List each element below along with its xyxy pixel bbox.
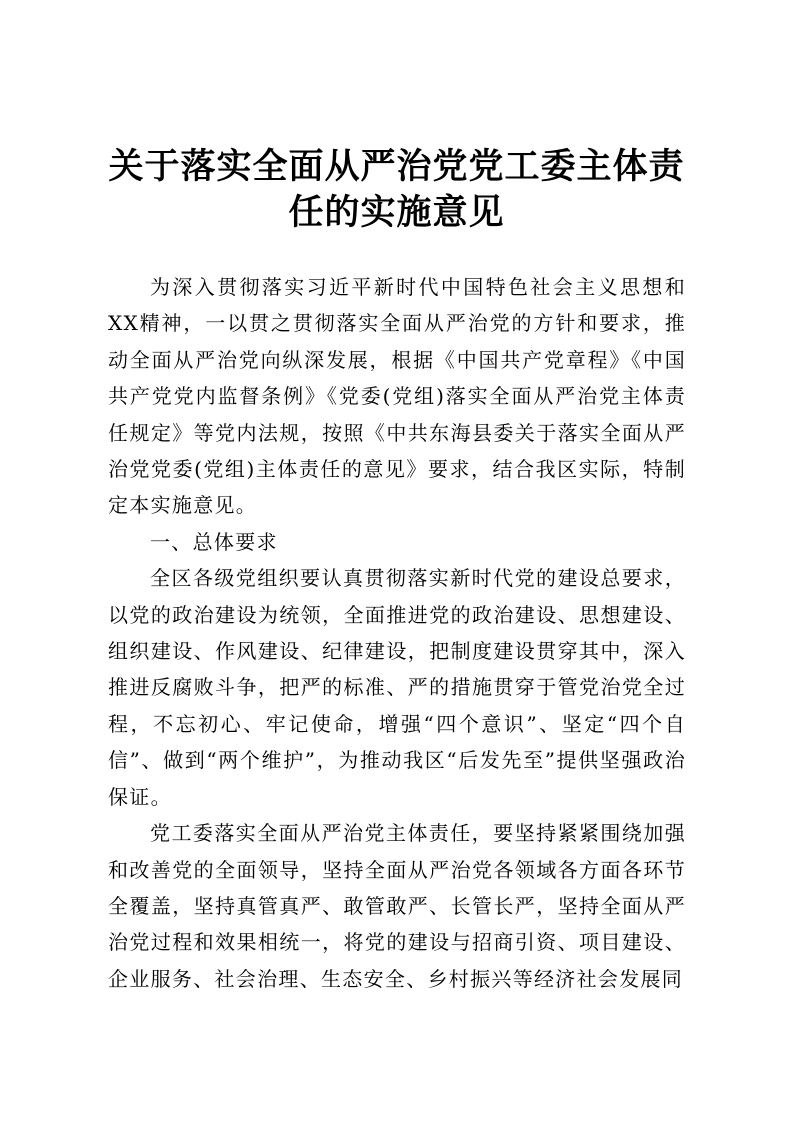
section-heading: 一、总体要求 <box>150 529 278 554</box>
document-title: 关于落实全面从严治党党工委主体责任的实施意见 <box>108 146 685 233</box>
intro-paragraph: 为深入贯彻落实习近平新时代中国特色社会主义思想和XX精神，一以贯之贯彻落实全面从严治党的方针和要求，推动全面从严治党向纵深发展，根据《中国共产党章程》《中国共产党党内监督条例》《党委(党组)落实全面从严治党主体责任规定》等党内法规，按照《中共东海县委关于落实全面从严治党党委(党组)主体责任的意见》要求，结合我区实际，特制定本实施意见。 <box>108 275 686 518</box>
body-paragraph: 党工委落实全面从严治党主体责任，要坚持紧紧围绕加强和改善党的全面领导，坚持全面从严治党各领域各方面各环节全覆盖，坚持真管真严、敢管敢严、长管长严，坚持全面从严治党过程和效果相统一，将党的建设与招商引资、项目建设、企业服务、社会治理、生态安全、乡村振兴等经济社会发展同 <box>108 821 686 991</box>
document-body <box>108 269 686 997</box>
body-paragraph: 全区各级党组织要认真贯彻落实新时代党的建设总要求，以党的政治建设为统领，全面推进党的政治建设、思想建设、组织建设、作风建设、纪律建设，把制度建设贯穿其中，深入推进反腐败斗争，把严的标准、严的措施贯穿于管党治党全过程，不忘初心、牢记使命，增强“四个意识”、坚定“四个自信”、做到“两个维护”，为推动我区“后发先至”提供坚强政治保证。 <box>108 566 686 809</box>
